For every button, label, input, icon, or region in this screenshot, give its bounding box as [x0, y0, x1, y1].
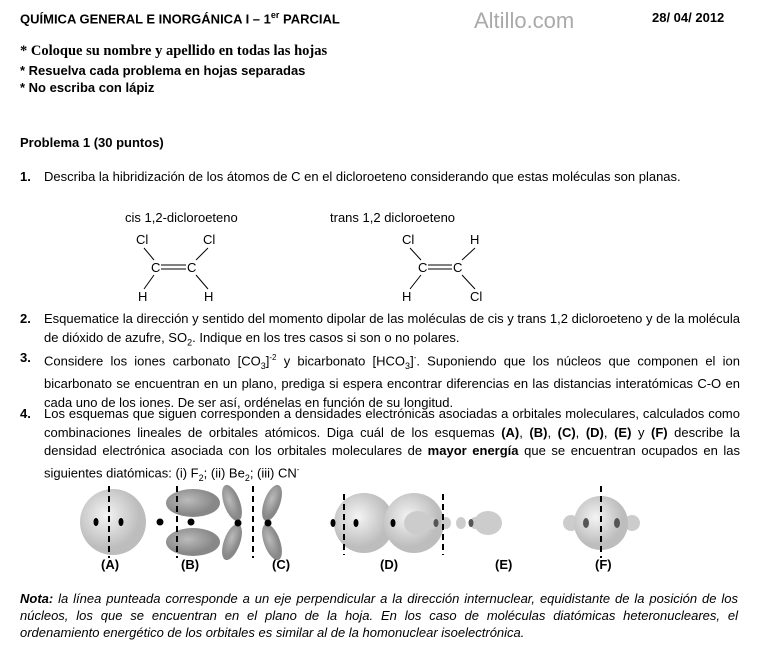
question-1 — [20, 168, 740, 187]
question-number: 1. — [20, 169, 31, 184]
instruction-2: * Resuelva cada problema en hojas separadas — [20, 63, 306, 78]
trans-label: trans 1,2 dicloroeteno — [330, 210, 456, 225]
question-number: 3. — [20, 350, 31, 365]
atom: Cl — [203, 232, 216, 247]
question-2 — [20, 310, 740, 352]
atom: H — [402, 289, 412, 304]
orbital-label-a: (A) — [101, 557, 120, 572]
atom: H — [470, 232, 480, 247]
atom: C — [187, 260, 197, 275]
atom: C — [453, 260, 463, 275]
instruction-3: * No escriba con lápiz — [20, 80, 155, 95]
dichloroethene-structures — [0, 205, 560, 305]
question-4 — [20, 405, 740, 487]
orbital-label-f: (F) — [595, 557, 612, 572]
orbital-b — [157, 486, 221, 558]
atom: H — [204, 289, 214, 304]
watermark: Altillo.com — [474, 8, 575, 33]
orbital-label-e: (E) — [495, 557, 513, 572]
atom: Cl — [136, 232, 149, 247]
question-3 — [20, 349, 740, 412]
note-label: Nota: — [20, 591, 54, 606]
orbital-f — [563, 486, 640, 558]
question-text: Considere los iones carbonato $[CO_3]^{-2}$ y bicarbonato $[HCO_3]^-$. Suponiendo que los núcleos que componen el ion bicarbonato se encuentran en un plano, prediga si espera encontrar diferencias en las distancias interatómicas C-O en cada uno de los iones. De ser así, ordénelas en función de su longitud. — [44, 353, 740, 410]
cis-label: cis 1,2-dicloroeteno — [125, 210, 238, 225]
note — [20, 590, 738, 641]
question-text: Describa la hibridización de los átomos de C en el dicloroeteno considerando que estas moléculas son planas. — [44, 169, 681, 184]
orbital-label-c: (C) — [272, 557, 291, 572]
question-text: Esquematice la dirección y sentido del momento dipolar de las moléculas de cis y trans 1,2 dicloroeteno y de la molécula de dióxido de azufre, $SO_2$. Indique en los tres casos si son o no polares. — [44, 311, 740, 348]
orbital-a — [80, 486, 146, 558]
atom: H — [138, 289, 148, 304]
question-text: Los esquemas que siguen corresponden a densidades electrónicas asociadas a orbitales moleculares, calculados como combinaciones lineales de orbitales atómicos. Diga cuál de los esquemas (A), (B), (C), (D), (E) y (F) describe la densidad electrónica asociada con los orbitales moleculares de mayor energía que se encuentran ocupados en las siguientes diatómicas: (i) $F_2$; (ii) $Be_2$; (iii) CN- — [44, 406, 741, 483]
orbital-diagrams — [0, 480, 700, 560]
orbital-label-b: (B) — [181, 557, 200, 572]
exam-date: 28/ 04/ 2012 — [652, 10, 725, 25]
question-number: 2. — [20, 311, 31, 326]
question-number: 4. — [20, 406, 31, 421]
atom: C — [151, 260, 161, 275]
instruction-1: * Coloque su nombre y apellido en todas las hojas — [20, 43, 328, 59]
orbital-label-d: (D) — [380, 557, 399, 572]
atom: Cl — [470, 289, 483, 304]
orbital-c — [218, 482, 286, 560]
exam-title: QUÍMICA GENERAL E INORGÁNICA I – 1er PARCIAL — [20, 10, 340, 27]
note-text: la línea punteada corresponde a un eje perpendicular a la dirección internuclear, equidistante de la posición de los núcleos, los que se encuentran en el plano de la hoja. En los caso de moléculas diatómicas heteronucleares, el ordenamiento energético de los orbitales es similar al de la homonuclear isoelectrónica. — [20, 591, 738, 640]
atom: Cl — [402, 232, 415, 247]
atom: C — [418, 260, 428, 275]
problem-title: Problema 1 (30 puntos) — [20, 135, 164, 150]
